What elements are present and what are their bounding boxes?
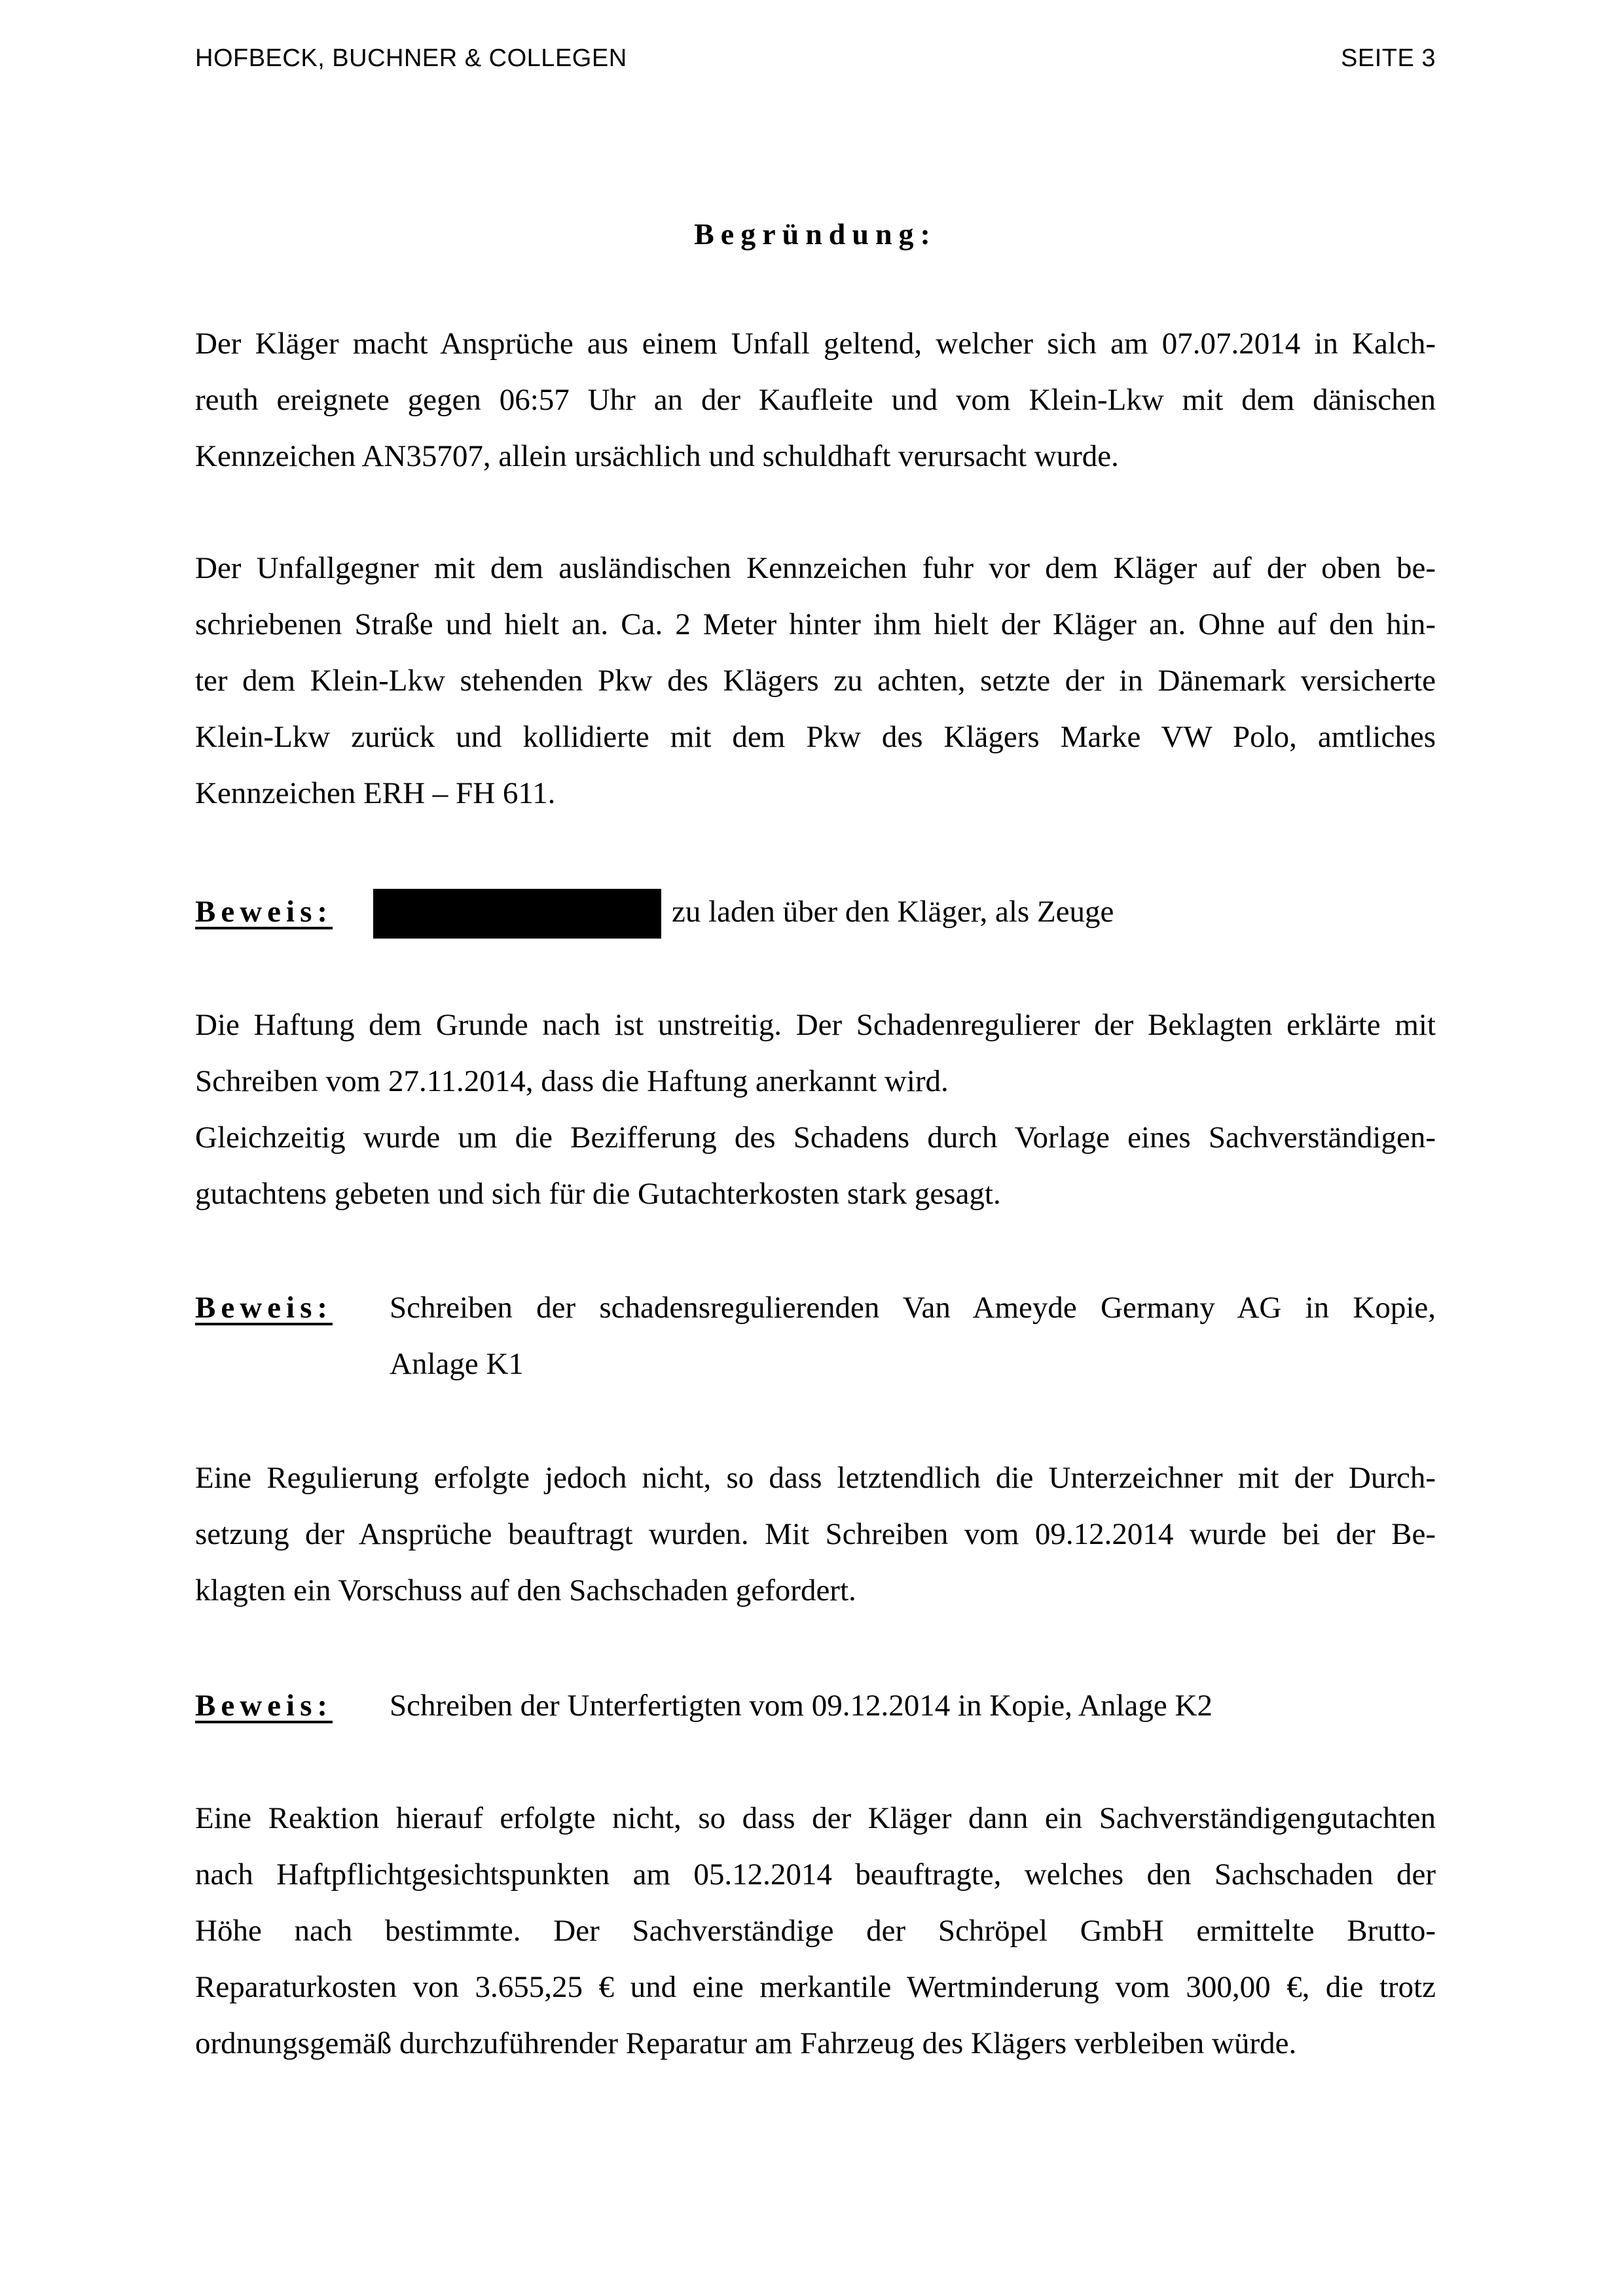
paragraph-line: setzung der Ansprüche beauftragt wurden. Mit Schreiben vom 09.12.2014 wurde bei der Be- [195,1517,1436,1551]
page-header [195,45,1436,81]
section-title: Begründung: [694,217,937,251]
paragraph-line: Reparaturkosten von 3.655,25 € und eine merkantile Wertminderung vom 300,00 €, die trotz [195,1970,1436,2004]
firm-name: HOFBECK, BUCHNER & COLLEGEN [195,45,627,72]
paragraph-line: ter dem Klein-Lkw stehenden Pkw des Klägers zu achten, setzte der in Dänemark versicherte [195,664,1436,698]
paragraph-line: schriebenen Straße und hielt an. Ca. 2 Meter hinter ihm hielt der Kläger an. Ohne auf den hin- [195,607,1436,641]
paragraph-line: Die Haftung dem Grunde nach ist unstreitig. Der Schadenregulierer der Beklagten erklärte mit [195,1008,1436,1042]
paragraph-line: reuth ereignete gegen 06:57 Uhr an der Kaufleite und vom Klein-Lkw mit dem dänischen [195,383,1436,417]
redaction-box [373,889,661,939]
paragraph-2 [195,540,1436,821]
evidence-text: Schreiben der Unterfertigten vom 09.12.2014 in Kopie, Anlage K2 [390,1689,1213,1723]
evidence-line: Schreiben der schadensregulierenden Van Ameyde Germany AG in Kopie, [390,1291,1436,1325]
paragraph-line: klagten ein Vorschuss auf den Sachschaden gefordert. [195,1573,856,1607]
evidence-label: Beweis: [195,895,333,929]
evidence-label: Beweis: [195,1689,333,1723]
paragraph-line: Eine Reaktion hierauf erfolgte nicht, so dass der Kläger dann ein Sachverständigengutachten [195,1801,1436,1835]
paragraph-4 [195,1450,1436,1619]
paragraph-line: Klein-Lkw zurück und kollidierte mit dem Pkw des Klägers Marke VW Polo, amtliches [195,720,1436,754]
evidence-text [390,1280,1436,1392]
evidence-3 [195,1677,1436,1734]
paragraph-line: Gleichzeitig wurde um die Bezifferung des Schadens durch Vorlage eines Sachverständigen- [195,1121,1436,1155]
paragraph-line: nach Haftpflichtgesichtspunkten am 05.12.2014 beauftragte, welches den Sachschaden der [195,1857,1436,1892]
paragraph-line: Schreiben vom 27.11.2014, dass die Haftung anerkannt wird. [195,1064,949,1098]
evidence-line: Anlage K1 [390,1347,524,1381]
paragraph-1 [195,315,1436,484]
paragraph-line: gutachtens gebeten und sich für die Gutachterkosten stark gesagt. [195,1177,1001,1211]
paragraph-line: Der Kläger macht Ansprüche aus einem Unfall geltend, welcher sich am 07.07.2014 in Kalch- [195,327,1436,361]
paragraph-line: Kennzeichen AN35707, allein ursächlich und schuldhaft verursacht wurde. [195,439,1119,473]
evidence-label: Beweis: [195,1291,333,1325]
paragraph-line: ordnungsgemäß durchzuführender Reparatur am Fahrzeug des Klägers verbleiben würde. [195,2026,1297,2060]
paragraph-3 [195,997,1436,1222]
evidence-text: zu laden über den Kläger, als Zeuge [672,895,1114,929]
paragraph-5 [195,1790,1436,2072]
paragraph-line: Eine Regulierung erfolgte jedoch nicht, so dass letztendlich die Unterzeichner mit der Durch- [195,1461,1436,1495]
evidence-1 [195,884,1436,940]
paragraph-line: Der Unfallgegner mit dem ausländischen Kennzeichen fuhr vor dem Kläger auf der oben be- [195,551,1436,585]
evidence-2 [195,1280,1436,1392]
page-number: SEITE 3 [1341,45,1436,72]
paragraph-line: Kennzeichen ERH – FH 611. [195,776,556,810]
paragraph-line: Höhe nach bestimmte. Der Sachverständige der Schröpel GmbH ermittelte Brutto- [195,1914,1436,1948]
